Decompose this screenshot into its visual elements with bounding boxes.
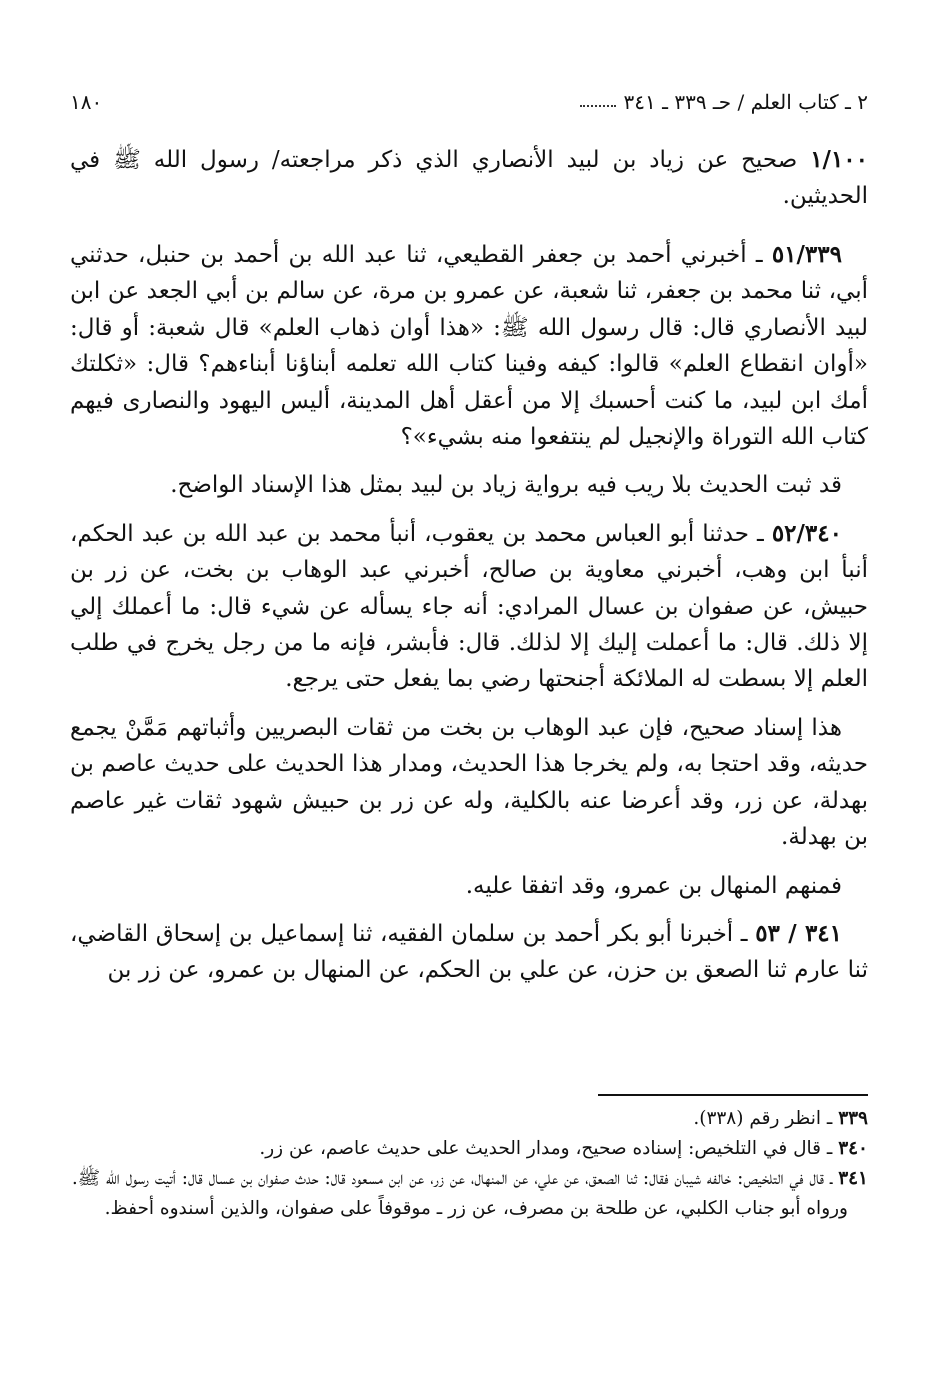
book-page	[70, 88, 868, 1347]
footnote	[70, 1134, 868, 1164]
hadith-paragraph	[70, 516, 868, 698]
chapter-text: صحيح عن زياد بن لبيد الأنصاري الذي ذكر مراجعته/ رسول الله ﷺ في الحديثين.	[70, 147, 868, 209]
footnote-number: ٣٤١	[838, 1168, 868, 1189]
running-header	[70, 88, 868, 116]
hadith-text: ـ أخبرني أحمد بن جعفر القطيعي، ثنا عبد الله بن أحمد بن حنبل، حدثني أبي، ثنا محمد بن جعفر، ثنا شعبة، عن عمرو بن مرة، عن سالم بن أبي الجعد عن ابن لبيد الأنصاري قال: قال رسول الله ﷺ: «هذا أوان ذهاب العلم» قال شعبة: أو قال: «أوان انقطاع العلم» قالوا: كيفه وفينا كتاب الله تعلمه أبناؤنا أبناءهم؟ قال: «ثكلتك أمك ابن لبيد، ما كنت أحسبك إلا من أعقل أهل المدينة، أليس اليهود والنصارى فيهم كتاب الله التوراة والإنجيل لم ينتفعوا منه بشيء»؟	[70, 242, 869, 451]
header-leader-dots	[580, 97, 616, 107]
chapter-heading	[70, 142, 868, 214]
hadith-paragraph	[70, 916, 868, 989]
footnote-text: ـ قال في التلخيص: خالفه شيبان فقال: ثنا الصعق، عن علي، عن المنهال، عن زر، عن ابن مسعود قال: حدث صفوان بن عسال قال: أتيت رسول الله ﷺ.	[71, 1168, 833, 1189]
footnotes	[70, 1104, 868, 1224]
commentary-paragraph	[70, 868, 868, 904]
commentary-text: هذا إسناد صحيح، فإن عبد الوهاب بن بخت من ثقات البصريين وأثباتهم مَمَّنْ يجمع حديثه، وقد احتجا به، ولم يخرجا هذا الحديث، ومدار هذا الحديث على حديث عاصم بن بهدلة، عن زر، وقد أعرضا عنه بالكلية، وله عن زر بن حبيش شهود ثقات غير عاصم بن بهدلة.	[70, 714, 868, 851]
hadith-number: ٥١/٣٣٩	[771, 241, 842, 268]
footnote	[70, 1104, 868, 1134]
footnote-divider	[598, 1094, 868, 1096]
footnote-continuation	[70, 1194, 868, 1224]
page-number: ١٨٠	[70, 90, 103, 114]
footnote	[70, 1164, 868, 1194]
footnote-text: ـ انظر رقم (٣٣٨).	[693, 1108, 833, 1129]
header-title: ٢ ـ كتاب العلم / حـ ٣٣٩ ـ ٣٤١	[623, 90, 868, 114]
commentary-paragraph	[70, 467, 868, 503]
commentary-text: فمنهم المنهال بن عمرو، وقد اتفقا عليه.	[465, 872, 842, 899]
footnote-number: ٣٣٩	[838, 1108, 868, 1129]
hadith-paragraph	[70, 237, 868, 455]
hadith-number: ٣٤١ / ٥٣	[755, 919, 843, 947]
chapter-number: ١/١٠٠	[810, 146, 869, 173]
commentary-paragraph	[70, 710, 868, 856]
footnote-text: ورواه أبو جناب الكلبي، عن طلحة بن مصرف، عن زر ـ موقوفاً على صفوان، والذين أسندوه أحفظ.	[104, 1198, 848, 1219]
footnote-text: ـ قال في التلخيص: إسناده صحيح، ومدار الحديث على حديث عاصم، عن زر.	[259, 1138, 833, 1159]
footnote-number: ٣٤٠	[838, 1138, 868, 1159]
hadith-text: ـ أخبرنا أبو بكر أحمد بن سلمان الفقيه، ثنا إسماعيل بن إسحاق القاضي، ثنا عارم ثنا الصعق بن حزن، عن علي بن الحكم، عن المنهال بن عمرو، عن زر بن	[70, 920, 868, 984]
commentary-text: قد ثبت الحديث بلا ريب فيه برواية زياد بن لبيد بمثل هذا الإسناد الواضح.	[170, 472, 842, 499]
hadith-number: ٥٢/٣٤٠	[771, 519, 842, 547]
header-title-group	[576, 89, 868, 115]
hadith-text: ـ حدثنا أبو العباس محمد بن يعقوب، أنبأ محمد بن عبد الله بن عبد الحكم، أنبأ ابن وهب، أخبرني معاوية بن صالح، أخبرني عبد الوهاب بن بخت، عن زر بن حبيش، عن صفوان بن عسال المرادي: أنه جاء يسأله عن شيء قال: ما أعملك إلي إلا ذلك. قال: ما أعملت إليك إلا لذلك. قال: فأبشر، فإنه ما من رجل يخرج في طلب العلم إلا بسطت له الملائكة أجنحتها رضي بما يفعل حتى يرجع.	[70, 520, 868, 693]
